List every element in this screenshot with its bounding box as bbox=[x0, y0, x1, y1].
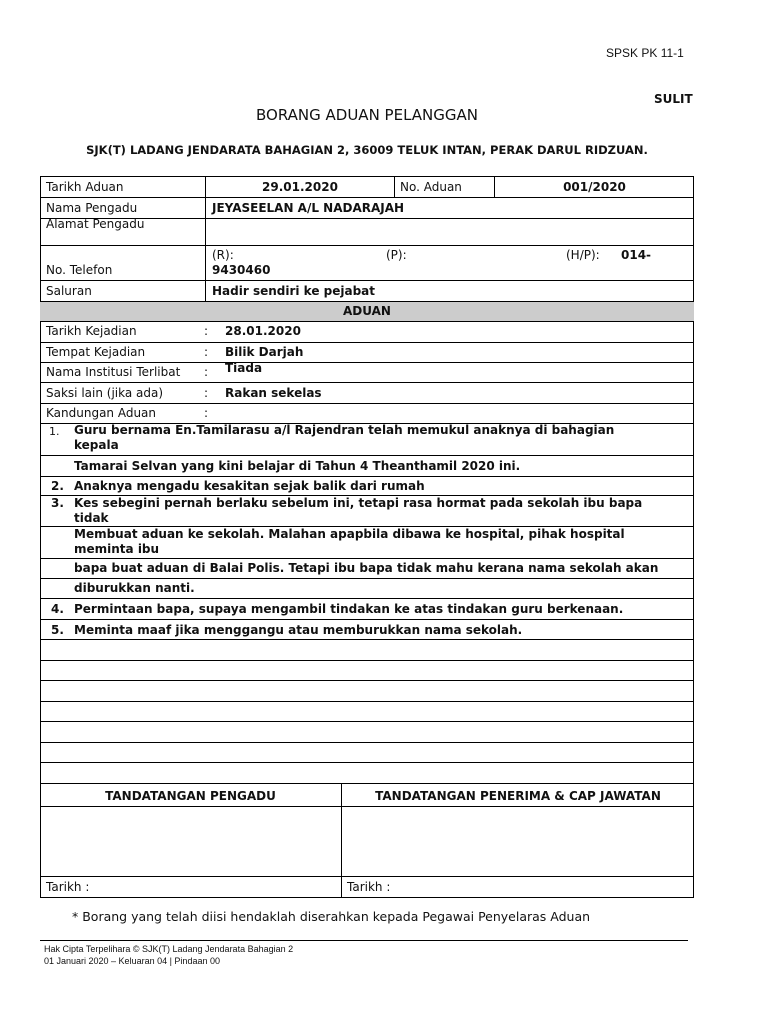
complaint-date-label: Tarikh Aduan bbox=[46, 180, 124, 194]
row-divider bbox=[40, 382, 694, 383]
copyright-line: Hak Cipta Terpelihara © SJK(T) Ladang Jendarata Bahagian 2 bbox=[44, 944, 294, 954]
phone-mobile-label: (H/P): bbox=[566, 248, 600, 262]
incident-date-value: 28.01.2020 bbox=[225, 324, 301, 338]
complaint-number-value: 001/2020 bbox=[563, 180, 626, 194]
row-divider bbox=[40, 701, 694, 702]
complaint-text-line: Guru bernama En.Tamilarasu a/l Rajendran telah memukul anaknya di bahagian bbox=[74, 423, 615, 437]
incident-date-label: Tarikh Kejadian bbox=[46, 324, 137, 338]
row-divider bbox=[40, 245, 694, 246]
row-divider bbox=[40, 680, 694, 681]
witness-value: Rakan sekelas bbox=[225, 386, 322, 400]
institution-value: Tiada bbox=[225, 361, 263, 375]
complainant-name-label: Nama Pengadu bbox=[46, 201, 138, 215]
complaint-item-number: 5. bbox=[51, 623, 64, 637]
complainant-date-label: Tarikh : bbox=[46, 880, 90, 894]
submission-note: * Borang yang telah diisi hendaklah diserahkan kepada Pegawai Penyelaras Aduan bbox=[72, 909, 591, 924]
institution-label: Nama Institusi Terlibat bbox=[46, 365, 181, 379]
row-divider bbox=[40, 197, 694, 198]
colon: : bbox=[204, 386, 209, 400]
complaint-item-number: 3. bbox=[51, 496, 64, 510]
phone-home-label: (R): bbox=[212, 248, 234, 262]
complaint-text-line: diburukkan nanti. bbox=[74, 581, 195, 595]
row-divider bbox=[40, 598, 694, 599]
witness-label: Saksi lain (jika ada) bbox=[46, 386, 164, 400]
complainant-name-value: JEYASEELAN A/L NADARAJAH bbox=[212, 201, 405, 215]
channel-label: Saluran bbox=[46, 284, 92, 298]
aduan-heading: ADUAN bbox=[343, 304, 391, 318]
row-divider bbox=[40, 619, 694, 620]
row-divider bbox=[40, 301, 694, 302]
complaint-item-number: 2. bbox=[51, 479, 64, 493]
incident-place-label: Tempat Kejadian bbox=[46, 345, 146, 359]
row-divider bbox=[40, 342, 694, 343]
complaint-text-line: Permintaan bapa, supaya mengambil tindakan ke atas tindakan guru berkenaan. bbox=[74, 602, 624, 616]
complaint-text-line: Anaknya mengadu kesakitan sejak balik dari rumah bbox=[74, 479, 425, 493]
row-divider bbox=[40, 660, 694, 661]
row-divider bbox=[40, 455, 694, 456]
document-reference: SPSK PK 11-1 bbox=[606, 46, 684, 60]
complaint-item-number: 1. bbox=[49, 425, 60, 438]
school-address: SJK(T) LADANG JENDARATA BAHAGIAN 2, 36009 TELUK INTAN, PERAK DARUL RIDZUAN. bbox=[86, 143, 648, 157]
row-divider bbox=[40, 762, 694, 763]
row-divider bbox=[40, 403, 694, 404]
complaint-date-value: 29.01.2020 bbox=[262, 180, 338, 194]
row-divider bbox=[40, 783, 694, 784]
complaint-number-label: No. Aduan bbox=[400, 180, 462, 194]
row-divider bbox=[40, 639, 694, 640]
complaint-text-line: bapa buat aduan di Balai Polis. Tetapi ibu bapa tidak mahu kerana nama sekolah akan bbox=[74, 561, 659, 575]
colon: : bbox=[204, 345, 209, 359]
footer-divider bbox=[40, 940, 688, 941]
colon: : bbox=[204, 324, 209, 338]
complaint-text-line: Kes sebegini pernah berlaku sebelum ini, tetapi rasa hormat pada sekolah ibu bapa bbox=[74, 496, 643, 510]
row-divider bbox=[40, 742, 694, 743]
complaint-text-line: Membuat aduan ke sekolah. Malahan apapbila dibawa ke hospital, pihak hospital bbox=[74, 527, 625, 541]
incident-place-value: Bilik Darjah bbox=[225, 345, 304, 359]
phone-label: No. Telefon bbox=[46, 263, 113, 277]
complaint-text-line: meminta ibu bbox=[74, 542, 160, 556]
phone-office-label: (P): bbox=[386, 248, 407, 262]
colon: : bbox=[204, 365, 209, 379]
row-divider bbox=[40, 280, 694, 281]
phone-mobile-value-part2: 9430460 bbox=[212, 263, 271, 277]
row-divider bbox=[40, 362, 694, 363]
row-divider bbox=[40, 876, 694, 877]
receiver-signature-box bbox=[342, 807, 693, 876]
receiver-signature-heading: TANDATANGAN PENERIMA & CAP JAWATAN bbox=[375, 789, 661, 803]
row-divider bbox=[40, 558, 694, 559]
complaint-text-line: Meminta maaf jika menggangu atau memburukkan nama sekolah. bbox=[74, 623, 523, 637]
phone-mobile-value-part1: 014- bbox=[621, 248, 652, 262]
complaint-content-label: Kandungan Aduan bbox=[46, 406, 157, 420]
complainant-signature-heading: TANDATANGAN PENGADU bbox=[105, 789, 276, 803]
complaint-item-number: 4. bbox=[51, 602, 64, 616]
complaint-text-line: kepala bbox=[74, 438, 119, 452]
channel-value: Hadir sendiri ke pejabat bbox=[212, 284, 376, 298]
row-divider bbox=[40, 721, 694, 722]
revision-line: 01 Januari 2020 – Keluaran 04 | Pindaan 00 bbox=[44, 956, 220, 966]
row-divider bbox=[40, 578, 694, 579]
complainant-address-label: Alamat Pengadu bbox=[46, 217, 145, 231]
row-divider bbox=[40, 476, 694, 477]
classification-label: SULIT bbox=[654, 92, 693, 106]
receiver-date-label: Tarikh : bbox=[347, 880, 391, 894]
complaint-text-line: Tamarai Selvan yang kini belajar di Tahun 4 Theanthamil 2020 ini. bbox=[74, 459, 521, 473]
row-divider bbox=[40, 321, 694, 322]
form-title: BORANG ADUAN PELANGGAN bbox=[256, 106, 478, 124]
complainant-signature-box bbox=[41, 807, 341, 876]
complaint-text-line: tidak bbox=[74, 511, 109, 525]
column-divider bbox=[394, 176, 395, 197]
colon: : bbox=[204, 406, 209, 420]
